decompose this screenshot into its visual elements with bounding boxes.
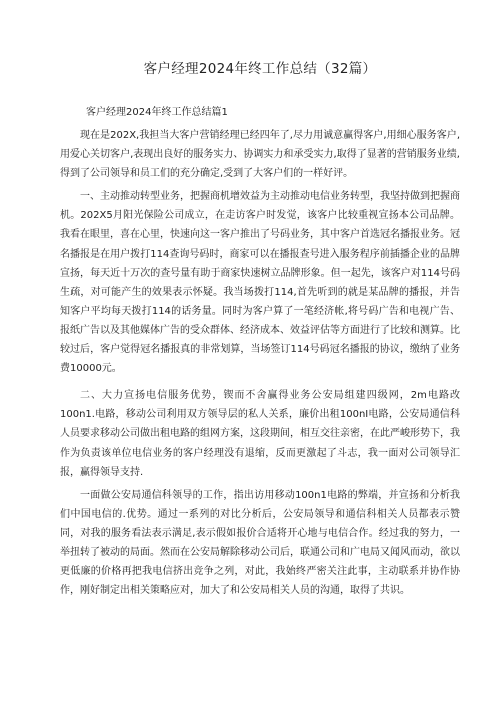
document-title: 客户经理2024年终工作总结（32篇） — [143, 61, 377, 77]
section-heading: 客户经理2024年终工作总结篇1 — [86, 107, 228, 118]
paragraph-section-2: 二、大力宣扬电信服务优势，锲而不舍赢得业务公安局组建四级网，2m电路改100n1.电路，移动公司利用双方领导层的私人关系，廉价出租100nI电路，公安局通信科人员要求移动公司做出租电路的组网方案，这段期间，相互交往亲密，在此严峻形势下，我作为负责该单位电信业务的客户经理没有退缩，反而更激起了斗志，我一面对公司领导汇报，赢得领导支持. — [60, 390, 460, 478]
paragraph-intro: 现在是202X,我担当大客户营销经理已经四年了,尽力用诚意赢得客户,用细心服务客户,用爱心关切客户,表现出良好的服务实力、协调实力和承受实力,取得了显著的营销服务业绩,得到了公司领导和员工们的充分确定,受到了大客户们的一样好评。 — [60, 130, 460, 180]
paragraph-section-2-continued: 一面做公安局通信科领导的工作，指出访用移动100n1电路的弊端，并宣扬和分析我们中国电信的.优势。通过一系列的对比分析后，公安局领导和通信科相关人员都表示赞同，对我的服务看法表示满足,表示假如报价合适将开心地与电信合作。经过我的努力，一举扭转了被动的局面。然而在公安局解除移动公司后，联通公司和广电局又闻风而动，欲以更低廉的价格再把我电信挤出竞争之列，对此，我始终严密关注此事，主动联系并协作协作，刚好制定出相关策略应对，加大了和公安局相关人员的沟通，取得了共识。 — [60, 489, 460, 597]
paragraph-section-1: 一、主动推动转型业务，把握商机增效益为主动推动电信业务转型，我坚持做到把握商机。202X5月阳光保险公司成立，在走访客户时发觉，该客户比较重视宣扬本公司品牌。我看在眼里，喜在心里，快速向这一客户推出了号码业务，其中客户首选冠名播报业务。冠名播报是在用户拨打114查询号码时，商家可以在播报查号进入服务程序前插播企业的品牌宣扬，每天近十万次的查号量有助于商家快速树立品牌形象。但一起先，该客户对114号码生疏，对可能产生的效果表示怀疑。我当场拨打114,首先听到的就是某品牌的播报，并告知客户平均每天拨打114的话务量。同时为客户算了一笔经济帐,将号码广告和电视广告、报纸广告以及其他媒体广告的受众群体、经济成本、效益评估等方面进行了比较和测算。比较过后，客户觉得冠名播报真的非常划算，当场签订114号码冠名播报的协议，缴纳了业务费10000元。 — [60, 191, 460, 375]
